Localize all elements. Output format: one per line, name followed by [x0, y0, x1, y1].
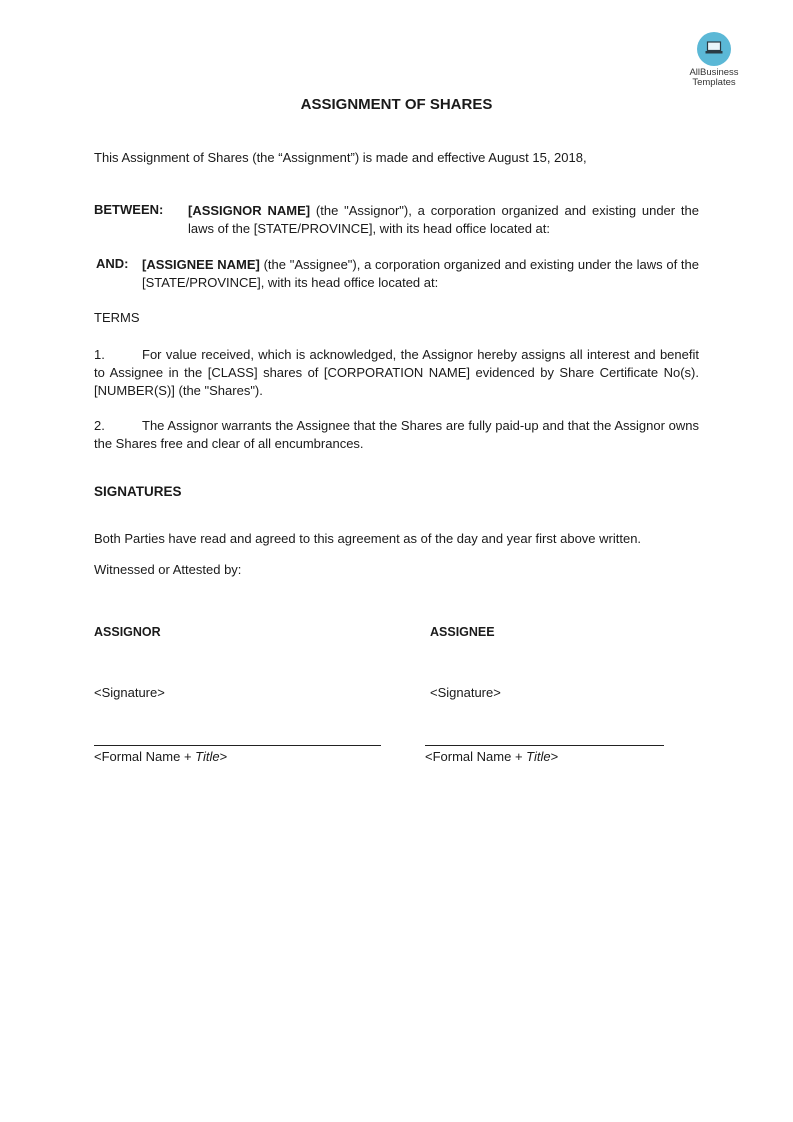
assignor-description: (the "Assignor"), a corporation organized and existing under the laws of the [STATE/PROVINCE], with its head office located at:: [188, 203, 699, 236]
assignor-label: ASSIGNOR: [94, 625, 161, 639]
company-logo: [683, 30, 745, 88]
laptop-icon: [705, 41, 723, 55]
assignee-name-title: [425, 749, 558, 764]
assignor-party-paragraph: [188, 202, 699, 238]
assignor-name: [ASSIGNOR NAME]: [188, 203, 311, 218]
name-prefix: <Formal Name +: [425, 749, 527, 764]
assignee-label: ASSIGNEE: [430, 625, 495, 639]
term-number: 1.: [94, 347, 105, 362]
terms-heading: TERMS: [94, 310, 140, 325]
logo-line-1: AllBusiness: [689, 67, 739, 78]
term-text: The Assignor warrants the Assignee that the Shares are fully paid-up and that the Assignor owns the Shares free and clear of all encumbrances.: [94, 418, 699, 451]
name-suffix: >: [550, 749, 559, 764]
logo-line-2: Templates: [692, 77, 736, 88]
between-label: BETWEEN:: [94, 202, 164, 217]
assignor-signature-placeholder: <Signature>: [94, 685, 165, 700]
intro-paragraph: This Assignment of Shares (the “Assignment”) is made and effective August 15, 2018,: [94, 150, 587, 165]
and-label: AND:: [96, 256, 129, 271]
assignee-party-paragraph: [142, 256, 699, 292]
term-number: 2.: [94, 418, 105, 433]
term-text: For value received, which is acknowledged, the Assignor hereby assigns all interest and benefit to Assignee in the [CLASS] shares of [CORPORATION NAME] evidenced by Share Certificate No(s). [NUMBER(S)] (the "Shares").: [94, 347, 699, 398]
assignee-signature-line: [425, 745, 664, 746]
term-item-2: [94, 417, 699, 453]
agreement-statement: Both Parties have read and agreed to this agreement as of the day and year first above written.: [94, 531, 642, 546]
name-suffix: >: [219, 749, 228, 764]
assignor-name-title: [94, 749, 227, 764]
name-title: Title: [195, 749, 220, 764]
name-title: Title: [526, 749, 551, 764]
name-prefix: <Formal Name +: [94, 749, 196, 764]
document-title: ASSIGNMENT OF SHARES: [300, 96, 493, 113]
term-item-1: [94, 346, 699, 400]
signatures-heading: SIGNATURES: [94, 484, 182, 499]
assignee-description: (the "Assignee"), a corporation organized and existing under the laws of the [STATE/PROVINCE], with its head office located at:: [142, 257, 699, 290]
assignee-name: [ASSIGNEE NAME]: [142, 257, 260, 272]
logo-badge: [697, 32, 731, 66]
assignee-signature-placeholder: <Signature>: [430, 685, 501, 700]
assignor-signature-line: [94, 745, 381, 746]
witness-statement: Witnessed or Attested by:: [94, 562, 242, 577]
